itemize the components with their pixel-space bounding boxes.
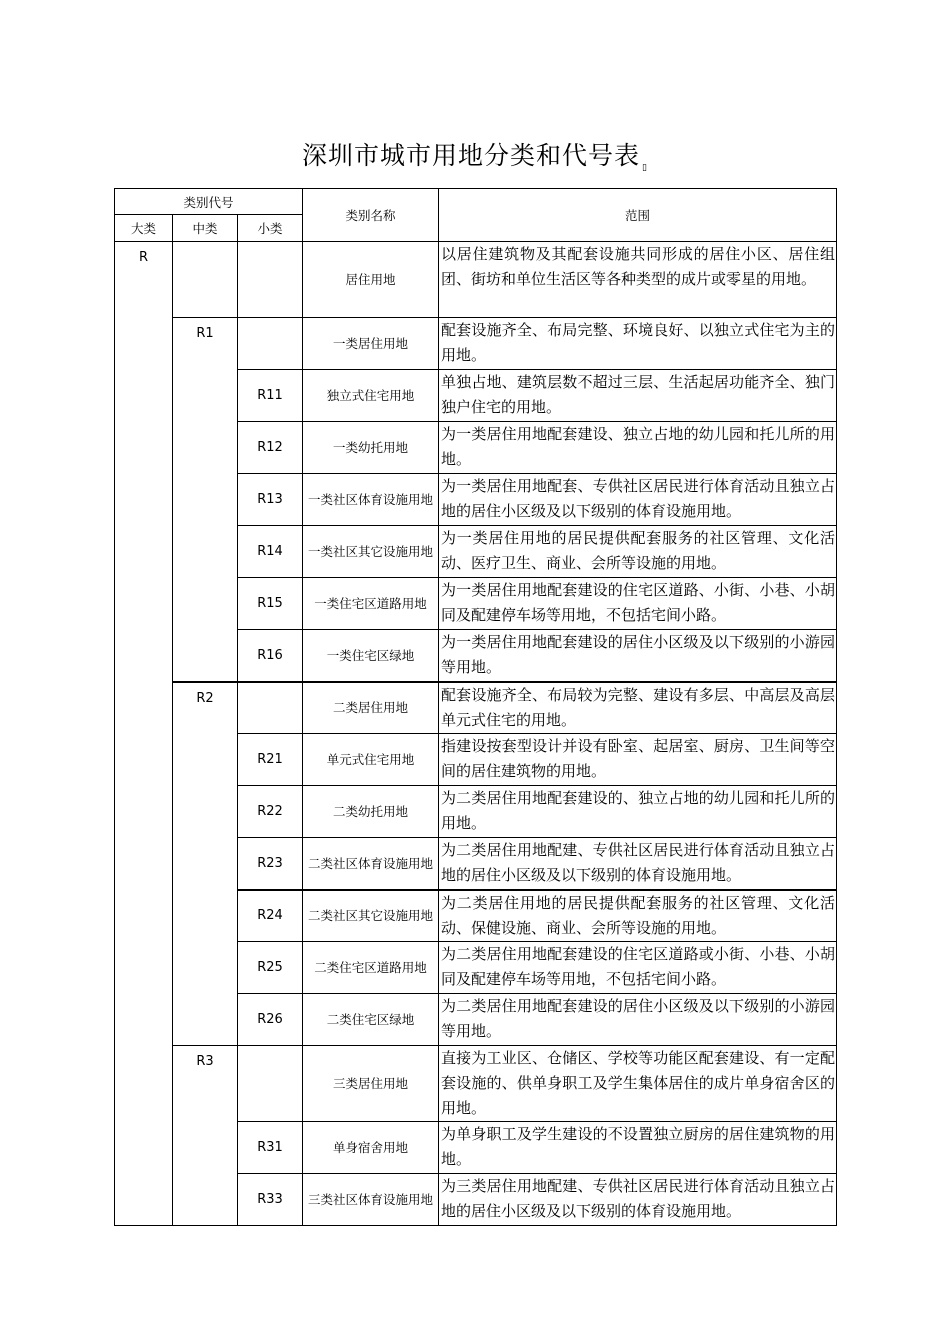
table-row (115, 1046, 837, 1122)
header-name: 类别名称 (303, 189, 439, 242)
minor-code: R12 (238, 422, 303, 474)
category-scope: 指建设按套型设计并设有卧室、起居室、厨房、卫生间等空间的居住建筑物的用地。 (439, 734, 837, 786)
category-name: 一类住宅区道路用地 (303, 578, 439, 630)
minor-code: R15 (238, 578, 303, 630)
category-scope: 为二类居住用地配建、专供社区居民进行体育活动且独立占地的居住小区级及以下级别的体育设施用地。 (439, 838, 837, 890)
category-scope: 为二类居住用地的居民提供配套服务的社区管理、文化活动、保健设施、商业、会所等设施的用地。 (439, 890, 837, 942)
header-scope: 范围 (439, 189, 837, 242)
page-title-mark: ▯ (642, 163, 648, 173)
minor-code: R14 (238, 526, 303, 578)
minor-code: R31 (238, 1122, 303, 1174)
minor-code: R22 (238, 786, 303, 838)
category-scope: 为一类居住用地的居民提供配套服务的社区管理、文化活动、医疗卫生、商业、会所等设施的用地。 (439, 526, 837, 578)
minor-code (238, 682, 303, 734)
minor-code: R25 (238, 942, 303, 994)
header-medium: 中类 (173, 215, 238, 242)
minor-code (238, 1046, 303, 1122)
minor-code: R23 (238, 838, 303, 890)
table-row (115, 318, 837, 370)
category-scope: 为二类居住用地配套建设的住宅区道路或小街、小巷、小胡同及配建停车场等用地，不包括宅间小路。 (439, 942, 837, 994)
category-name: 二类住宅区绿地 (303, 994, 439, 1046)
category-scope: 为二类居住用地配套建设的、独立占地的幼儿园和托儿所的用地。 (439, 786, 837, 838)
category-name: 三类居住用地 (303, 1046, 439, 1122)
major-code: R (115, 242, 173, 1226)
category-scope: 为单身职工及学生建设的不设置独立厨房的居住建筑物的用地。 (439, 1122, 837, 1174)
category-scope: 配套设施齐全、布局较为完整、建设有多层、中高层及高层单元式住宅的用地。 (439, 682, 837, 734)
category-name: 单元式住宅用地 (303, 734, 439, 786)
medium-code: R2 (173, 682, 238, 1046)
minor-code: R16 (238, 630, 303, 682)
land-use-table (114, 188, 837, 1226)
category-name: 二类幼托用地 (303, 786, 439, 838)
minor-code: R21 (238, 734, 303, 786)
minor-code (238, 318, 303, 370)
category-name: 一类社区体育设施用地 (303, 474, 439, 526)
category-scope: 以居住建筑物及其配套设施共同形成的居住小区、居住组团、街坊和单位生活区等各种类型的成片或零星的用地。 (439, 242, 837, 318)
medium-code (173, 242, 238, 318)
category-scope: 配套设施齐全、布局完整、环境良好、以独立式住宅为主的用地。 (439, 318, 837, 370)
category-scope: 直接为工业区、仓储区、学校等功能区配套建设、有一定配套设施的、供单身职工及学生集体居住的成片单身宿舍区的用地。 (439, 1046, 837, 1122)
category-name: 二类住宅区道路用地 (303, 942, 439, 994)
category-name: 居住用地 (303, 242, 439, 318)
category-name: 二类社区其它设施用地 (303, 890, 439, 942)
table-row (115, 682, 837, 734)
minor-code: R13 (238, 474, 303, 526)
category-name: 三类社区体育设施用地 (303, 1174, 439, 1226)
category-scope: 为一类居住用地配套、专供社区居民进行体育活动且独立占地的居住小区级及以下级别的体育设施用地。 (439, 474, 837, 526)
category-scope: 为三类居住用地配建、专供社区居民进行体育活动且独立占地的居住小区级及以下级别的体育设施用地。 (439, 1174, 837, 1226)
category-scope: 为一类居住用地配套建设的住宅区道路、小街、小巷、小胡同及配建停车场等用地，不包括宅间小路。 (439, 578, 837, 630)
table-row (115, 242, 837, 318)
minor-code: R11 (238, 370, 303, 422)
category-scope: 为一类居住用地配套建设的居住小区级及以下级别的小游园等用地。 (439, 630, 837, 682)
header-minor: 小类 (238, 215, 303, 242)
medium-code: R1 (173, 318, 238, 682)
minor-code: R24 (238, 890, 303, 942)
category-name: 一类居住用地 (303, 318, 439, 370)
medium-code: R3 (173, 1046, 238, 1226)
category-scope: 单独占地、建筑层数不超过三层、生活起居功能齐全、独门独户住宅的用地。 (439, 370, 837, 422)
minor-code: R33 (238, 1174, 303, 1226)
minor-code: R26 (238, 994, 303, 1046)
category-name: 单身宿舍用地 (303, 1122, 439, 1174)
category-scope: 为一类居住用地配套建设、独立占地的幼儿园和托儿所的用地。 (439, 422, 837, 474)
category-name: 一类住宅区绿地 (303, 630, 439, 682)
header-code-group: 类别代号 (115, 189, 303, 215)
category-name: 一类幼托用地 (303, 422, 439, 474)
category-name: 一类社区其它设施用地 (303, 526, 439, 578)
category-name: 独立式住宅用地 (303, 370, 439, 422)
category-name: 二类居住用地 (303, 682, 439, 734)
page-title: 深圳市城市用地分类和代号表 $_▯$ (302, 141, 648, 173)
minor-code (238, 242, 303, 318)
header-major: 大类 (115, 215, 173, 242)
category-scope: 为二类居住用地配套建设的居住小区级及以下级别的小游园等用地。 (439, 994, 837, 1046)
category-name: 二类社区体育设施用地 (303, 838, 439, 890)
